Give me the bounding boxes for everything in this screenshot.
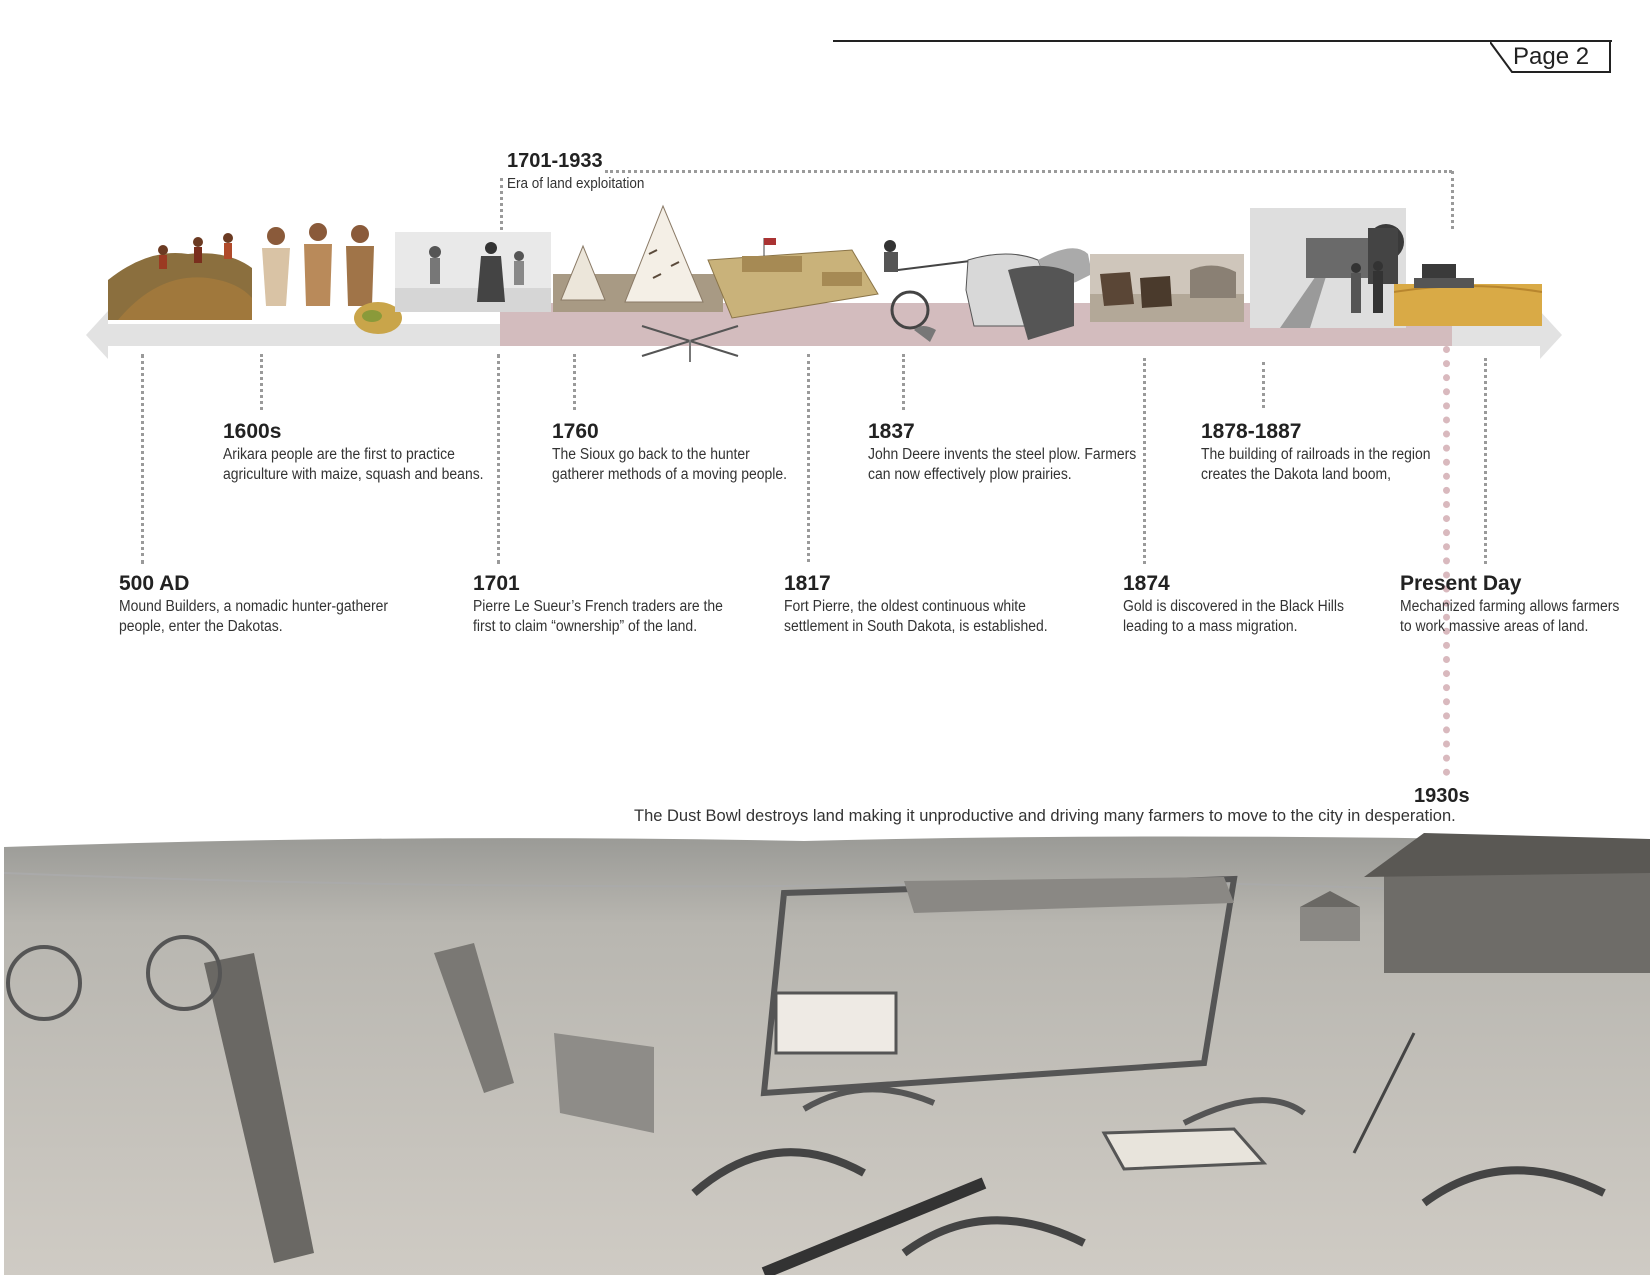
event-1837-date: 1837 [868, 420, 915, 443]
french-traders-image [395, 232, 551, 312]
dust-bowl-photo [4, 833, 1650, 1275]
timeline-arrow-right [1540, 311, 1562, 359]
event-1600s-desc: Arikara people are the first to practice agriculture with maize, squash and beans. [223, 446, 484, 483]
connector-500ad [141, 354, 144, 564]
event-1878-1887-date: 1878-1887 [1201, 420, 1302, 443]
gold-rush-wagons-image [1090, 254, 1244, 322]
event-present-day-desc: Mechanized farming allows farmers to work massive areas of land. [1400, 598, 1620, 635]
connector-1701 [497, 354, 500, 564]
connector-1817 [807, 354, 810, 562]
era-bracket-left [500, 178, 503, 230]
page-number: Page 2 [1513, 43, 1590, 70]
event-500ad-desc: Mound Builders, a nomadic hunter-gatherer people, enter the Dakotas. [119, 598, 389, 635]
era-subtitle: Era of land exploitation [507, 175, 645, 192]
sioux-tipi-image [553, 204, 723, 312]
fort-pierre-image [702, 232, 882, 322]
era-bracket-top [605, 170, 1452, 173]
event-1930s-date: 1930s [1414, 785, 1470, 807]
steel-plow-horses-image [878, 230, 1100, 350]
event-1701-desc: Pierre Le Sueur’s French traders are the first to claim “ownership” of the land. [473, 598, 723, 635]
connector-1760 [573, 354, 576, 410]
event-present-day-date: Present Day [1400, 572, 1522, 595]
railroad-image [1250, 208, 1406, 328]
event-1600s-date: 1600s [223, 420, 282, 443]
event-1817-desc: Fort Pierre, the oldest continuous white settlement in South Dakota, is established. [784, 598, 1048, 635]
connector-1600s [260, 354, 263, 410]
event-1760-date: 1760 [552, 420, 599, 443]
event-1874-desc: Gold is discovered in the Black Hills leading to a mass migration. [1123, 598, 1344, 635]
era-bracket-right [1451, 171, 1454, 229]
connector-1930s [1443, 346, 1450, 776]
event-1930s-desc: The Dust Bowl destroys land making it unproductive and driving many farmers to move to the city in desperation. [634, 807, 1456, 825]
timeline-band-prehistory [108, 324, 500, 346]
timeline-arrow-left [86, 311, 108, 359]
connector-1837 [902, 354, 905, 410]
event-1878-1887-desc: The building of railroads in the region creates the Dakota land boom, [1201, 446, 1431, 483]
timeline-band-present [1452, 324, 1540, 346]
combine-harvester-image [1394, 262, 1542, 326]
event-1874-date: 1874 [1123, 572, 1170, 595]
connector-1878-1887 [1262, 362, 1265, 408]
event-1817-date: 1817 [784, 572, 831, 595]
mound-builders-image [108, 228, 252, 320]
event-1760-desc: The Sioux go back to the hunter gatherer methods of a moving people. [552, 446, 787, 483]
event-1701-date: 1701 [473, 572, 520, 595]
event-1837-desc: John Deere invents the steel plow. Farmers can now effectively plow prairies. [868, 446, 1137, 483]
connector-1874 [1143, 358, 1146, 564]
crossed-arrows-icon [638, 316, 742, 366]
connector-present-day [1484, 358, 1487, 564]
event-500ad-date: 500 AD [119, 572, 190, 595]
era-title: 1701-1933 [507, 150, 603, 172]
